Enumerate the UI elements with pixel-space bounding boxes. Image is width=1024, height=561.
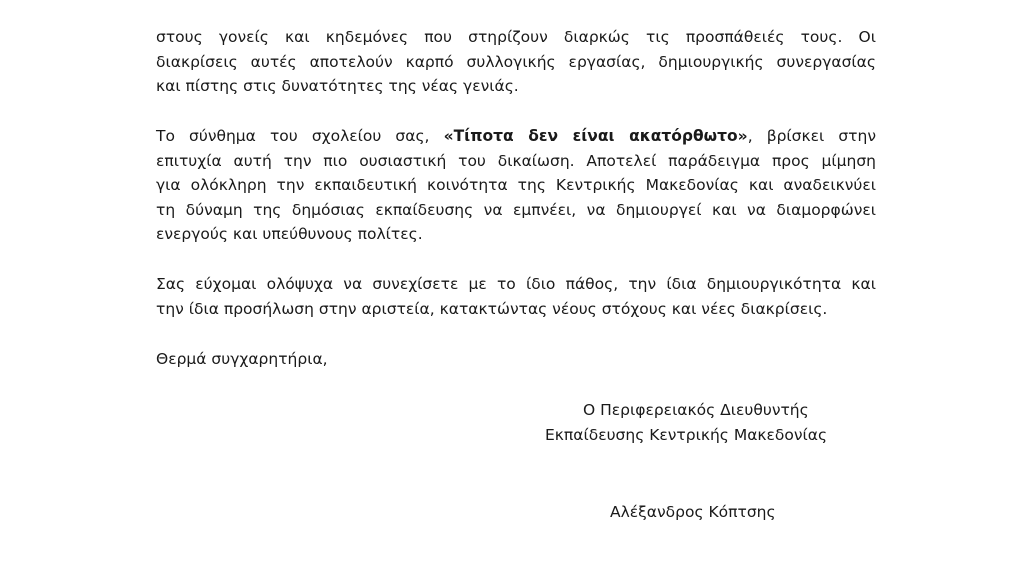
paragraph-line: διακρίσεις αυτές αποτελούν καρπό συλλογικής εργασίας, δημιουργικής συνεργασίας [156,52,876,71]
paragraph-line: ενεργούς και υπεύθυνους πολίτες. [156,225,423,244]
letter-paragraph-3 [156,272,876,321]
paragraph-line: και πίστης στις δυνατότητες της νέας γενιάς. [156,77,519,96]
paragraph-line: τη δύναμη της δημόσιας εκπαίδευσης να εμπνέει, να δημιουργεί και να διαμορφώνει [156,200,876,219]
closing-text: Θερμά συγχαρητήρια, [156,350,328,368]
paragraph-line: για ολόκληρη την εκπαιδευτική κοινότητα της Κεντρικής Μακεδονίας και αναδεικνύει [156,176,876,195]
letter-paragraph-2 [156,124,876,247]
letter-paragraph-1 [156,25,876,99]
paragraph-line-with-motto [156,124,876,149]
paragraph-line: επιτυχία αυτή την πιο ουσιαστική του δικαίωση. Αποτελεί παράδειγμα προς μίμηση [156,151,876,170]
signature-title-line-1: Ο Περιφερειακός Διευθυντής [583,401,809,419]
paragraph-text: , βρίσκει στην [747,127,876,145]
paragraph-line: στους γονείς και κηδεμόνες που στηρίζουν διαρκώς τις προσπάθειές τους. Οι [156,28,876,46]
school-motto: «Τίποτα δεν είναι ακατόρθωτο» [443,127,748,145]
signatory-name: Αλέξανδρος Κόπτσης [610,503,776,521]
signature-title-line-2: Εκπαίδευσης Κεντρικής Μακεδονίας [545,426,828,444]
closing-line [156,347,876,372]
paragraph-text: Το σύνθημα του σχολείου σας, [156,127,444,145]
paragraph-line: την ίδια προσήλωση στην αριστεία, κατακτώντας νέους στόχους και νέες διακρίσεις. [156,299,828,318]
paragraph-line: Σας εύχομαι ολόψυχα να συνεχίσετε με το ίδιο πάθος, την ίδια δημιουργικότητα και [156,275,876,293]
